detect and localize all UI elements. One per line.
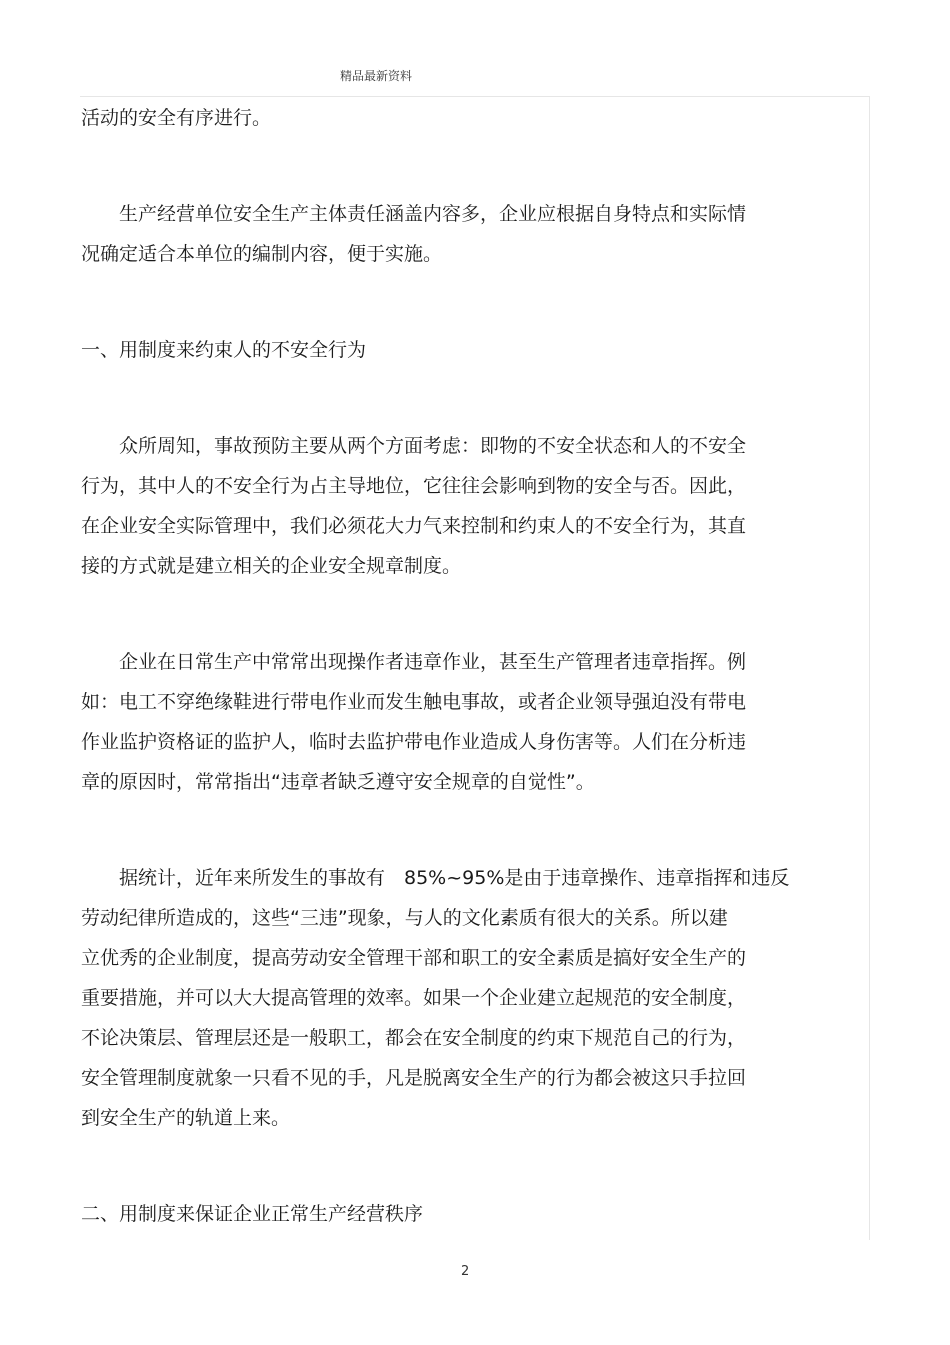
text-line: 立优秀的企业制度，提高劳动安全管理干部和职工的安全素质是搞好安全生产的 — [81, 947, 747, 969]
text-line: 据统计，近年来所发生的事故有 85%~95%是由于违章操作、违章指挥和违反 — [119, 867, 790, 889]
text-line: 安全管理制度就象一只看不见的手，凡是脱离安全生产的行为都会被这只手拉回 — [81, 1067, 747, 1089]
text-line: 如：电工不穿绝缘鞋进行带电作业而发生触电事故，或者企业领导强迫没有带电 — [81, 691, 747, 713]
text-line: 作业监护资格证的监护人，临时去监护带电作业造成人身伤害等。人们在分析违 — [81, 731, 747, 753]
paragraph-gap — [81, 370, 861, 426]
paragraph-gap — [81, 1138, 861, 1194]
text-line: 接的方式就是建立相关的企业安全规章制度。 — [81, 555, 462, 577]
header-label: 精品最新资料 — [340, 69, 413, 83]
document-body — [81, 98, 861, 1234]
text-line: 不论决策层、管理层还是一般职工，都会在安全制度的约束下规范自己的行为， — [81, 1027, 747, 1049]
paragraph-gap — [81, 586, 861, 642]
text-line: 况确定适合本单位的编制内容，便于实施。 — [81, 243, 443, 265]
text-line: 在企业安全实际管理中，我们必须花大力气来控制和约束人的不安全行为，其直 — [81, 515, 747, 537]
text-line: 行为，其中人的不安全行为占主导地位，它往往会影响到物的安全与否。因此， — [81, 475, 747, 497]
text-line: 到安全生产的轨道上来。 — [81, 1107, 291, 1129]
page-number: 2 — [461, 1264, 470, 1279]
text-line: 重要措施，并可以大大提高管理的效率。如果一个企业建立起规范的安全制度， — [81, 987, 747, 1009]
paragraph-gap — [81, 274, 861, 330]
text-line: 企业在日常生产中常常出现操作者违章作业，甚至生产管理者违章指挥。例 — [119, 651, 747, 673]
paragraph-gap — [81, 138, 861, 194]
right-margin-line — [869, 96, 870, 1240]
text-line: 劳动纪律所造成的，这些“三违”现象，与人的文化素质有很大的关系。所以建 — [81, 907, 728, 929]
section-heading: 一、用制度来约束人的不安全行为 — [81, 339, 367, 361]
section-heading: 二、用制度来保证企业正常生产经营秩序 — [81, 1203, 424, 1225]
text-line: 章的原因时，常常指出“违章者缺乏遵守安全规章的自觉性”。 — [81, 771, 595, 793]
text-line: 众所周知，事故预防主要从两个方面考虑：即物的不安全状态和人的不安全 — [119, 435, 747, 457]
paragraph-gap — [81, 802, 861, 858]
text-line: 活动的安全有序进行。 — [81, 107, 272, 129]
header-divider — [80, 96, 870, 97]
text-line: 生产经营单位安全生产主体责任涵盖内容多，企业应根据自身特点和实际情 — [119, 203, 747, 225]
